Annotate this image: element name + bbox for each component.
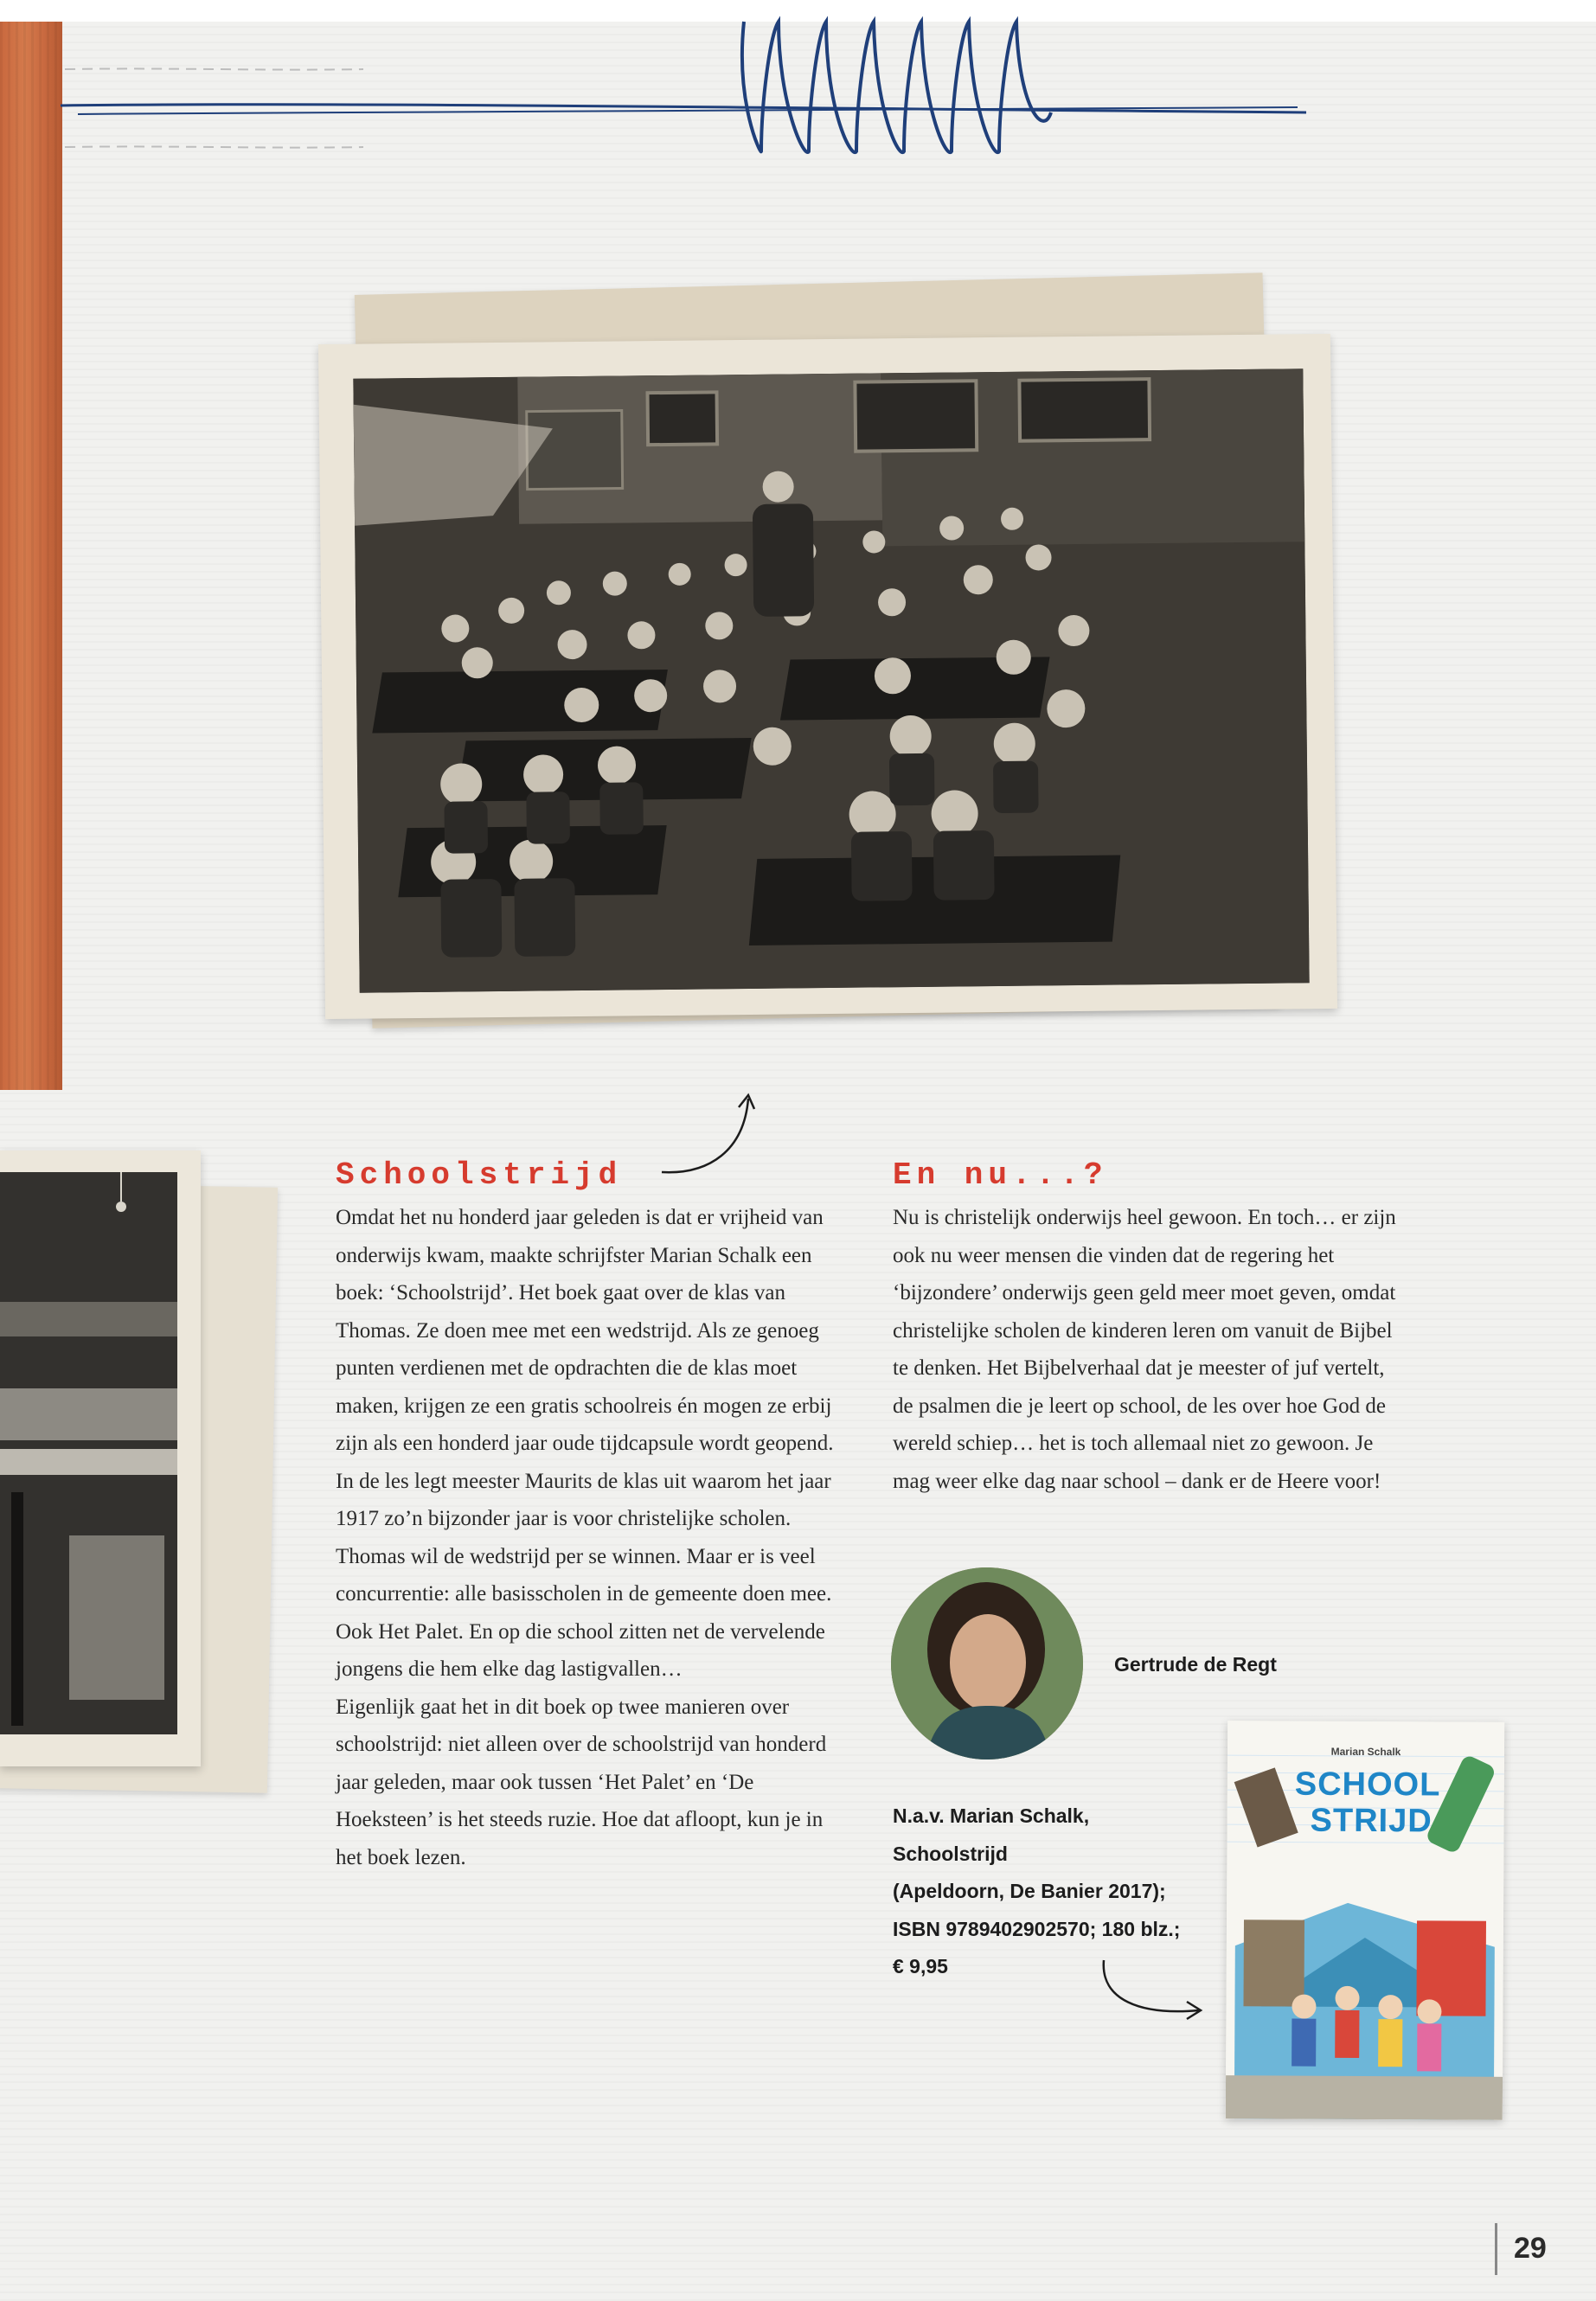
book-info-line-4: ISBN 9789402902570; 180 blz.; [893,1917,1181,1940]
schoolstrijd-paragraph-1: Omdat het nu honderd jaar geleden is dat er vrijheid van onderwijs kwam, maakte schrijfster Marian Schalk een boek: ‘Schoolstrijd’. Het boek gaat over de klas van Thomas. Ze doen mee met een wedstrijd. Als ze genoeg punten verdienen met de opdrachten die de klas moet maken, krijgen ze een gratis schoolreis én mogen ze erbij zijn als een honderd jaar oude tijdcapsule wordt geopend. In de les legt meester Maurits de klas uit waarom het jaar 1917 zo’n bijzonder jaar is voor christelijke scholen. Thomas wil de wedstrijd per se winnen. Maar er is veel concurrentie: alle basisscholen in de gemeente doen mee. Ook Het Palet. En op die school zitten net de vervelende jongens die hem elke dag lastigvallen… [336,1206,834,1681]
author-portrait [891,1567,1083,1759]
book-cover-title-1: SCHOOL [1294,1766,1441,1804]
heading-schoolstrijd: Schoolstrijd [336,1157,623,1193]
en-nu-body [893,1199,1410,1500]
book-info-line-5: € 9,95 [893,1955,948,1977]
blue-scribble-decoration [0,0,1596,173]
book-info-line-2: Schoolstrijd [893,1842,1008,1865]
heading-en-nu: En nu...? [893,1157,1108,1193]
book-cover [1226,1721,1504,2120]
arrow-to-book [1097,1957,1209,2026]
page-number: 29 [1514,2232,1547,2265]
schoolstrijd-paragraph-2: Eigenlijk gaat het in dit boek op twee manieren over schoolstrijd: niet alleen over de schoolstrijd van honderd jaar geleden, maar ook tussen ‘Het Palet’ en ‘De Hoeksteen’ is het steeds ruzie. Hoe dat afloopt, kun je in het boek lezen. [336,1695,827,1869]
book-info-line-3: (Apeldoorn, De Banier 2017); [893,1880,1166,1902]
book-cover-title-2: STRIJD [1310,1802,1433,1840]
machinery-photo-illustration [0,1172,177,1734]
book-info-line-1: N.a.v. Marian Schalk, [893,1804,1090,1827]
wood-strip-decoration [0,22,62,1090]
machinery-photo [0,1172,177,1734]
author-portrait-illustration [891,1567,1083,1759]
arrow-to-photo [657,1090,761,1176]
schoolstrijd-body [336,1199,851,1876]
page-number-rule [1495,2223,1497,2275]
en-nu-paragraph: Nu is christelijk onderwijs heel gewoon. En toch… er zijn ook nu weer mensen die vinden dat de regering het ‘bijzondere’ onderwijs geen geld meer moet geven, omdat christelijke scholen de kinderen leren om vanuit de Bijbel te denken. Het Bijbelverhaal dat je meester of juf vertelt, de psalmen die je leert op school, de les over hoe God de wereld schiep… het is toch allemaal niet zo gewoon. Je mag weer elke dag naar school – dank er de Heere voor! [893,1206,1396,1493]
classroom-photo-illustration [353,369,1309,992]
author-name: Gertrude de Regt [1114,1653,1277,1676]
classroom-photo [353,369,1309,992]
book-cover-author: Marian Schalk [1330,1745,1401,1759]
